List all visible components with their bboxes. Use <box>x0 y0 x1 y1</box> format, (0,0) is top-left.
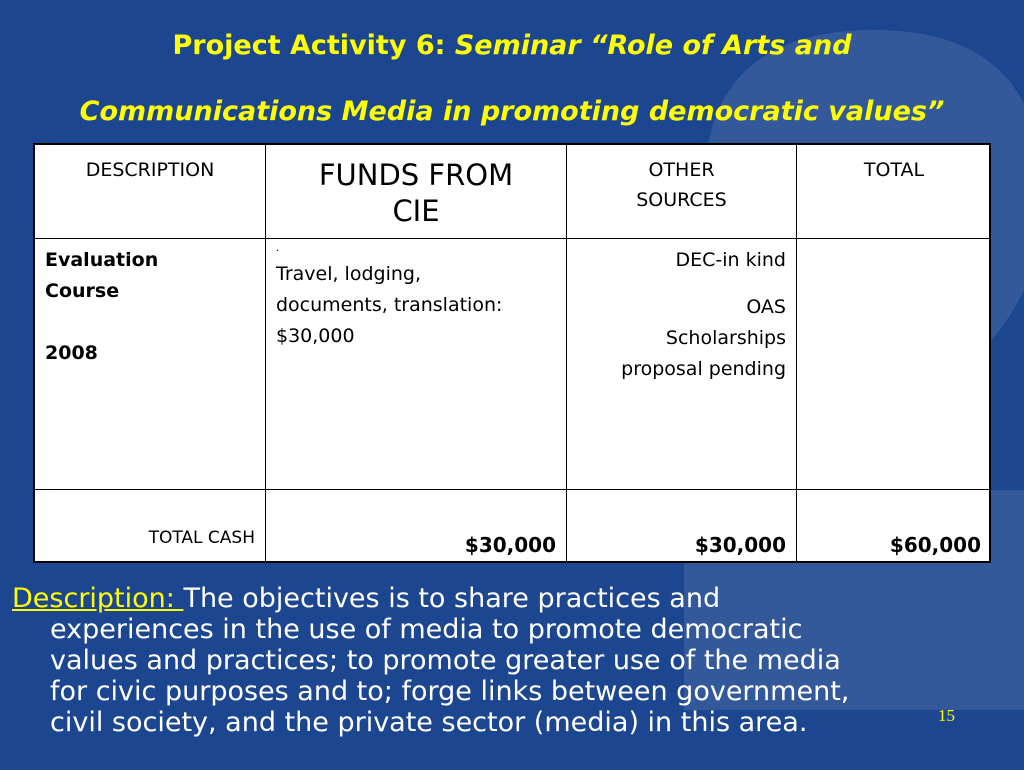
header-other-line-1: OTHER <box>648 159 715 181</box>
row-other-line-1: DEC-in kind <box>675 249 786 271</box>
total-cash-label-text: TOTAL CASH <box>148 528 255 548</box>
description-line-2: experiences in the use of media to promote democratic <box>50 614 803 645</box>
total-grand-value: $60,000 <box>889 533 981 557</box>
header-total-text: TOTAL <box>863 159 925 181</box>
description-line-4: for civic purposes and to; forge links between government, <box>50 676 850 707</box>
header-total <box>797 145 991 239</box>
slide-title-line-2 <box>0 96 1024 127</box>
total-cash-label <box>35 490 266 563</box>
header-funds-line-2: CIE <box>392 194 440 228</box>
header-other-sources <box>567 145 797 239</box>
row-other-line-4: proposal pending <box>621 358 786 380</box>
title-plain: Project Activity 6: <box>172 30 455 61</box>
header-other-line-2: SOURCES <box>636 189 727 211</box>
total-funds <box>266 490 567 563</box>
row-funds-line-1: Travel, lodging, <box>276 263 422 285</box>
page-number: 15 <box>938 706 955 725</box>
slide-title-line-1 <box>0 30 1024 61</box>
description-line-1 <box>12 583 1002 614</box>
row-funds-marker: · <box>276 246 280 257</box>
row-description-line-1: Evaluation <box>45 249 159 271</box>
row-year: 2008 <box>45 342 98 364</box>
row-funds <box>266 239 567 490</box>
header-funds <box>266 145 567 239</box>
row-other-sources <box>567 239 797 490</box>
description-text-1: The objectives is to share practices and <box>183 583 721 614</box>
row-funds-line-2: documents, translation: <box>276 294 503 316</box>
row-description-line-2: Course <box>45 280 120 302</box>
description-line-3: values and practices; to promote greater use of the media <box>50 645 841 676</box>
header-funds-line-1: FUNDS FROM <box>318 158 514 192</box>
header-description <box>35 145 266 239</box>
total-other <box>567 490 797 563</box>
description-line-5: civil society, and the private sector (media) in this area. <box>50 707 808 738</box>
title-italic-2: Communications Media in promoting democratic values” <box>79 96 945 127</box>
row-other-line-2: OAS <box>746 296 786 318</box>
header-description-text: DESCRIPTION <box>85 159 215 181</box>
description-paragraph <box>12 583 1002 738</box>
row-funds-line-3: $30,000 <box>276 325 355 347</box>
description-label: Description: <box>12 583 184 614</box>
budget-table <box>33 143 991 563</box>
total-other-value: $30,000 <box>694 533 786 557</box>
row-other-line-3: Scholarships <box>665 327 786 349</box>
row-description <box>35 239 266 490</box>
row-total <box>797 239 991 490</box>
title-italic-1: Seminar “Role of Arts and <box>454 30 852 61</box>
total-grand <box>797 490 991 563</box>
total-funds-value: $30,000 <box>464 533 556 557</box>
